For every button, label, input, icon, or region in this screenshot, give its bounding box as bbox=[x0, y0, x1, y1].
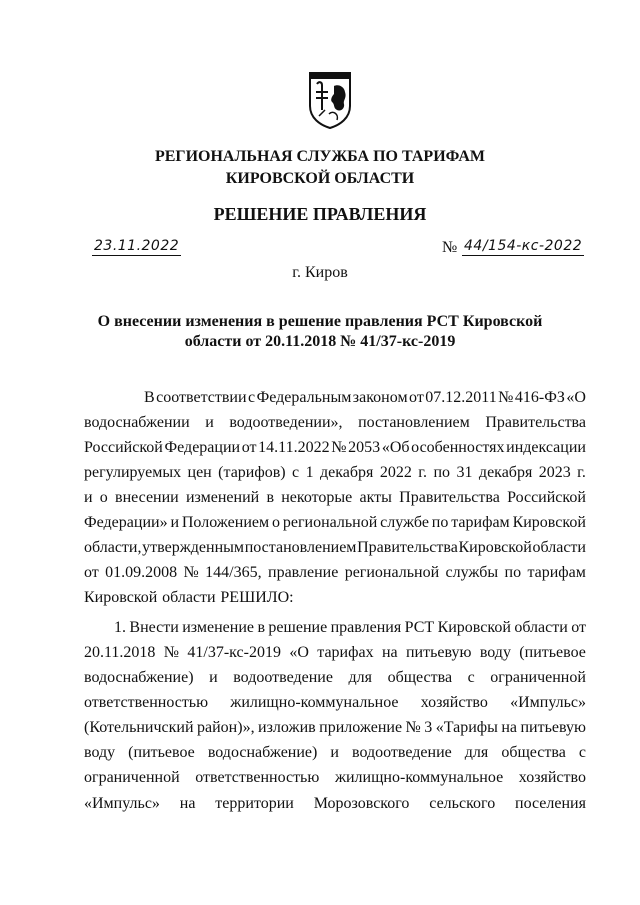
subject-line1: О внесении изменения в решение правления РСТ Кировской bbox=[97, 313, 543, 330]
body-line: «Импульс» на территории Морозовского сельского поселения bbox=[84, 795, 586, 812]
subject-line2: области от 20.11.2018 № 41/37-кс-2019 bbox=[184, 333, 456, 350]
body-line: Кировской области РЕШИЛО: bbox=[84, 589, 294, 606]
body-line: воду (питьевое водоснабжение) и водоотведение для общества с bbox=[84, 744, 586, 761]
kirov-oblast-coat-of-arms-icon bbox=[307, 70, 353, 130]
number-label: № bbox=[442, 239, 458, 256]
body-line: и о внесении изменений в некоторые акты Правительства Российской bbox=[84, 489, 586, 506]
body-line: области, утвержденным постановлением Правительства Кировской области bbox=[84, 539, 586, 556]
body-line: Федерации» и Положением о региональной службе по тарифам Кировской bbox=[84, 514, 586, 531]
body-line: Российской Федерации от 14.11.2022 № 2053 «Об особенностях индексации bbox=[84, 439, 586, 456]
body-line: ограниченной ответственностью жилищно-коммунальное хозяйство bbox=[84, 769, 586, 786]
org-name-line1: РЕГИОНАЛЬНАЯ СЛУЖБА ПО ТАРИФАМ bbox=[154, 148, 486, 165]
body-line: 1. Внести изменение в решение правления РСТ Кировской области от bbox=[114, 619, 586, 636]
body-line: В соответствии с Федеральным законом от 07.12.2011 № 416-ФЗ «О bbox=[144, 389, 586, 406]
org-name-line2: КИРОВСКОЙ ОБЛАСТИ bbox=[225, 170, 415, 187]
body-line: водоснабжении и водоотведении», постановлением Правительства bbox=[84, 414, 586, 431]
body-line: регулируемых цен (тарифов) с 1 декабря 2022 г. по 31 декабря 2023 г. bbox=[84, 464, 586, 481]
body-line: (Котельничский район)», изложив приложение № 3 «Тарифы на питьевую bbox=[84, 719, 586, 736]
city: г. Киров bbox=[292, 264, 348, 281]
body-line: 20.11.2018 № 41/37-кс-2019 «О тарифах на питьевую воду (питьевое bbox=[84, 644, 586, 661]
body-line: водоснабжение) и водоотведение для общества с ограниченной bbox=[84, 669, 586, 686]
body-line: от 01.09.2008 № 144/365, правление региональной службы по тарифам bbox=[84, 564, 586, 581]
body-line: ответственностью жилищно-коммунальное хозяйство «Импульс» bbox=[84, 694, 586, 711]
document-number: 44/154-кс-2022 bbox=[464, 238, 583, 254]
document-date: 23.11.2022 bbox=[94, 238, 180, 254]
document-type: РЕШЕНИЕ ПРАВЛЕНИЯ bbox=[213, 204, 427, 224]
